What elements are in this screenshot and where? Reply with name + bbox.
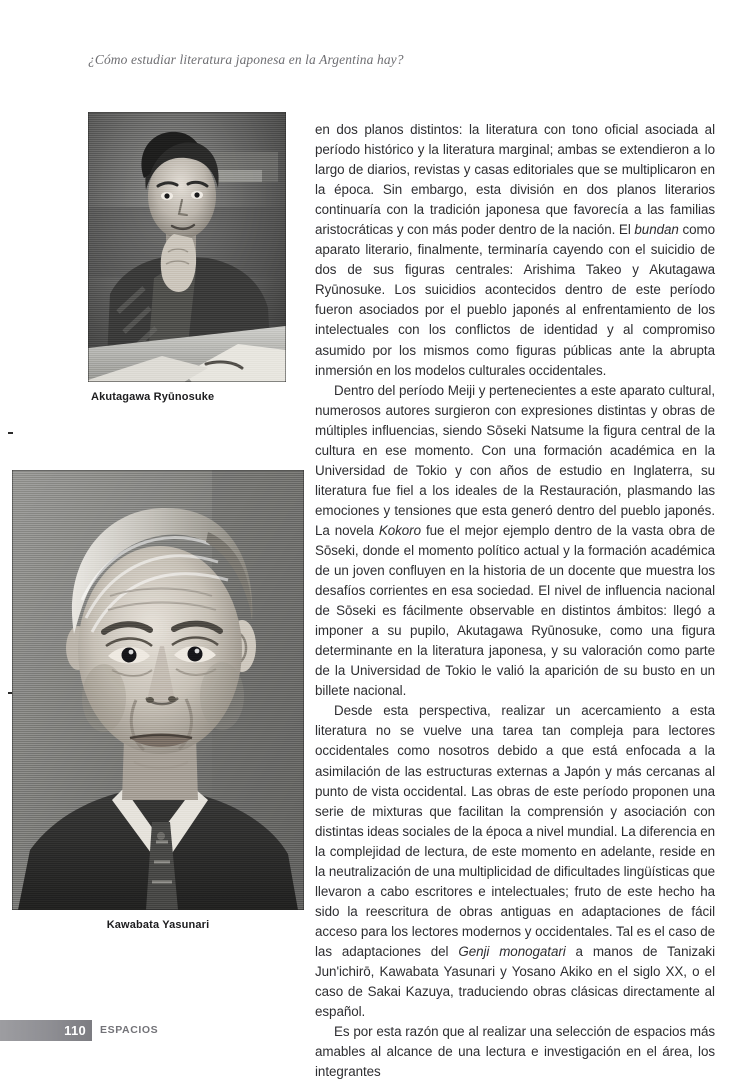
text-run: como aparato literario, finalmente, terminaría cayendo con el suicidio de dos de sus figuras centrales: Arishima Takeo y Akutagawa Ryūnosuke. Los suicidios acontecidos dentro de este período fueron asociados por el pueblo japonés al enfrentamiento de los intelectuales con los conflictos de identidad y al compromiso asumido por los mismos como figuras públicas ante la abrupta inmersión en los modelos culturales occidentales. [315,222,715,378]
figure-caption-kawabata: Kawabata Yasunari [106,919,210,931]
text-run: fue el mejor ejemplo dentro de la vasta obra de Sōseki, donde el momento político actual y la formación académica de un joven confluyen en la historia de un docente que muestra los desafíos corrientes en esa sociedad. El nivel de influencia nacional de Sōseki es fácilmente observable en distintos ámbitos: llegó a imponer a su pupilo, Akutagawa Ryūnosuke, como una figura determinante en la literatura japonesa, y su valoración como parte de la Universidad de Tokio le valió la aparición de su busto en un billete nacional. [315,522,715,699]
text-run: a manos de Tanizaki Jun'ichirō, Kawabata Yasunari y Yosano Akiko en el siglo XX, o el caso de Sakai Kazuya, traduciendo obras clásicas directamente al español. [315,943,715,1020]
body-paragraph [315,381,715,702]
emphasised-title: Kokoro [378,522,421,538]
body-paragraph [315,120,715,381]
figure-kawabata [12,470,304,931]
running-head: ¿Cómo estudiar literatura japonesa en la Argentina hay? [88,52,404,67]
text-run: en dos planos distintos: la literatura con tono oficial asociada al período histórico y la literatura marginal; ambas se extendieron a lo largo de diarios, revistas y casas editoriales que se multiplicaron en la época. Sin embargo, esta división en dos planos literarios continuaría con la tradición japonesa que favorecía a las familias aristocráticas y con más poder dentro de la nación. El [315,122,715,238]
body-text-column [315,120,715,1082]
photo-kawabata [12,470,304,910]
photo-akutagawa [88,112,286,382]
figure-caption-akutagawa: Akutagawa Ryūnosuke [91,391,215,403]
text-run: Dentro del período Meiji y pertenecientes a este aparato cultural, numerosos autores surgieron con expresiones distintas y obras de múltiples influencias, siendo Sōseki Natsume la figura central de la cultura en ese momento. Con una formación académica en la Universidad de Tokio y con años de estudio en Inglaterra, su literatura fue fiel a los ideales de la Restauración, plasmando las emociones y tensiones que esta generó dentro del pueblo japonés. La novela [315,382,715,538]
body-paragraph [315,701,715,1022]
publication-label: ESPACIOS [100,1024,159,1036]
emphasised-title: bundan [634,222,679,238]
registration-tick [8,432,13,434]
text-run: Desde esta perspectiva, realizar un acercamiento a esta literatura no se vuelve una tarea tan compleja para lectores occidentales como nosotros debido a que está enfocada a la asimilación de las estructuras externas a Japón y más cercanas al punto de vista occidental. Las obras de este período proponen una serie de mixturas que facilitan la comprensión y asociación con distintas ideas sociales de la época a nivel mundial. La diferencia en la complejidad de lectura, de este momento en adelante, reside en la neutralización de una multiplicidad de dificultades lingüísticas que llevaron a cabo escritores e intelectuales; fruto de este hecho ha sido la reescritura de obras antiguas en adaptaciones de fácil acceso para los lectores modernos y occidentales. Tal es el caso de las adaptaciones del [315,703,715,959]
folio-number: 110 [64,1023,86,1038]
emphasised-title: Genji monogatari [458,943,566,959]
figure-akutagawa [88,112,286,403]
text-run: Es por esta razón que al realizar una selección de espacios más amables al alcance de una lectura e investigación en el área, los integrantes [315,1024,715,1080]
page-footer [0,1020,736,1046]
